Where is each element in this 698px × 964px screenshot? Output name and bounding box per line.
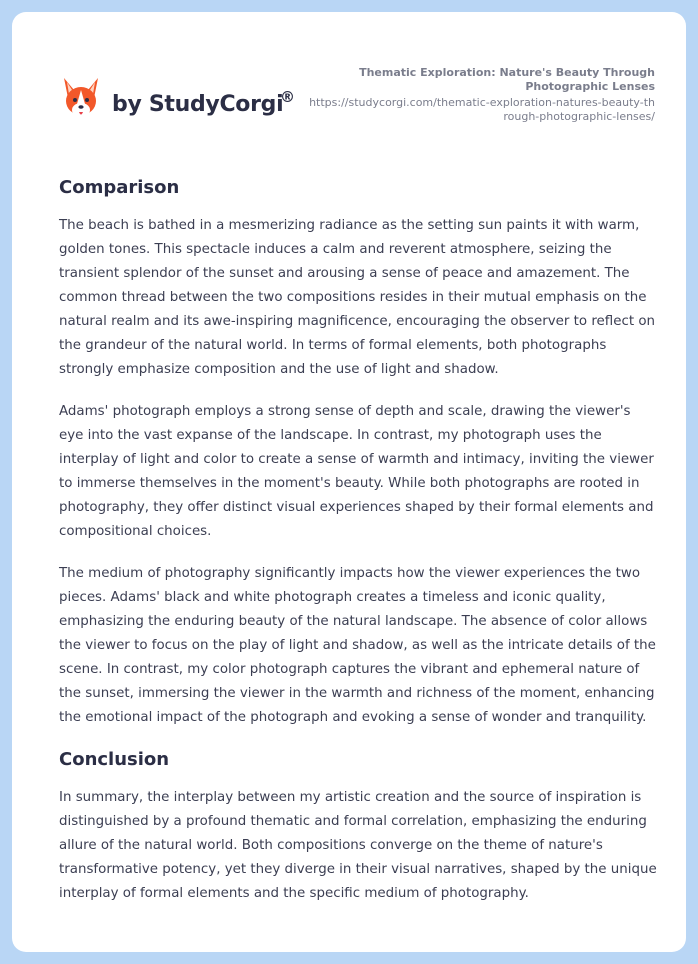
section-heading-conclusion: Conclusion <box>59 749 170 770</box>
logo-text: by StudyCorgi <box>112 92 284 117</box>
document-title: Thematic Exploration: Nature's Beauty Through Photographic Lenses <box>359 66 655 93</box>
document-page <box>12 12 686 952</box>
paragraph: Adams' photograph employs a strong sense of depth and scale, drawing the viewer's eye into the vast expanse of the landscape. In contrast, my photograph uses the interplay of light and color to create a sense of warmth and intimacy, inviting the viewer to immerse themselves in the moment's beauty. While both photographs are rooted in photography, they offer distinct visual experiences shaped by their formal elements and compositional choices. <box>59 404 654 539</box>
paragraph: The beach is bathed in a mesmerizing radiance as the setting sun paints it with warm, golden tones. This spectacle induces a calm and reverent atmosphere, seizing the transient splendor of the sunset and arousing a sense of peace and amazement. The common thread between the two compositions resides in their mutual emphasis on the natural realm and its awe-inspiring magnificence, encouraging the observer to reflect on the grandeur of the natural world. In terms of formal elements, both photographs strongly emphasize composition and the use of light and shadow. <box>59 218 656 377</box>
section-heading-comparison: Comparison <box>59 177 180 198</box>
document-body <box>59 176 659 924</box>
paragraph: In summary, the interplay between my artistic creation and the source of inspiration is distinguished by a profound thematic and formal correlation, emphasizing the enduring allure of the natural world. Both compositions converge on the theme of nature's transformative potency, yet they diverge in their visual narratives, shaped by the unique interplay of formal elements and the specific medium of photography. <box>59 790 657 901</box>
document-url[interactable]: https://studycorgi.com/thematic-exploration-natures-beauty-through-photographic-lenses/ <box>309 96 655 123</box>
corgi-logo-icon <box>60 76 102 120</box>
document-meta <box>305 66 655 124</box>
paragraph: The medium of photography significantly impacts how the viewer experiences the two pieces. Adams' black and white photograph creates a timeless and iconic quality, emphasizing the enduring beauty of the natural landscape. The absence of color allows the viewer to focus on the play of light and shadow, as well as the intricate details of the scene. In contrast, my color photograph captures the vibrant and ephemeral nature of the sunset, immersing the viewer in the warmth and richness of the moment, enhancing the emotional impact of the photograph and evoking a sense of wonder and tranquility. <box>59 566 656 725</box>
registered-mark: ® <box>280 88 295 106</box>
